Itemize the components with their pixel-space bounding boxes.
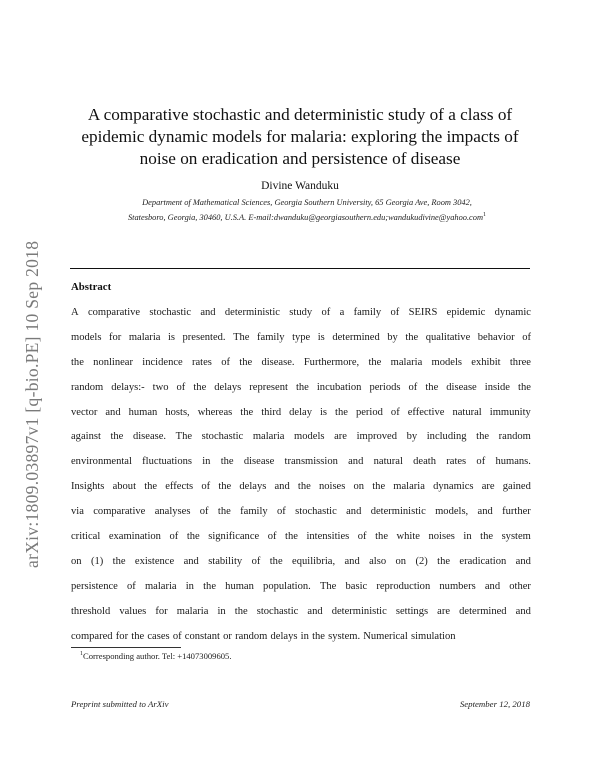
abstract-word: the (518, 381, 531, 393)
abstract-word: disease (243, 456, 275, 468)
abstract-word: rates (191, 356, 212, 368)
abstract-word: also (369, 555, 387, 567)
abstract-word: SEIRS (408, 307, 438, 318)
abstract-line (71, 430, 531, 455)
affiliation-line (74, 209, 540, 224)
abstract-word: (2) (415, 555, 428, 567)
abstract-word: intensities (306, 531, 350, 543)
abstract-word: of (221, 356, 230, 368)
abstract-word: and (348, 456, 364, 468)
abstract-word: natural (452, 406, 482, 418)
abstract-word: and (183, 555, 199, 567)
abstract-word: noises (428, 531, 455, 543)
abstract-line (71, 455, 531, 480)
abstract-word: three (509, 356, 531, 368)
abstract-word: and (274, 481, 290, 493)
abstract-word: and (477, 506, 493, 518)
abstract-word: the (112, 555, 126, 567)
abstract-word: existence (134, 555, 175, 567)
abstract-word: a (339, 307, 345, 318)
abstract-word: human (128, 406, 158, 418)
abstract-word: models (294, 431, 325, 443)
abstract-word: the (193, 381, 207, 393)
abstract-word: of (199, 506, 209, 518)
abstract-word: delay (289, 406, 312, 418)
abstract-word: the (425, 381, 439, 393)
abstract-word: threshold (71, 605, 111, 617)
abstract-word: malaria (144, 580, 177, 592)
abstract-word: the (203, 580, 217, 592)
arxiv-identifier-stamp: arXiv:1809.03897v1 [q-bio.PE] 10 Sep 2018 (22, 240, 42, 568)
abstract-word: gained (502, 481, 531, 493)
abstract-word: the (480, 531, 494, 543)
abstract-word: inside (484, 381, 510, 393)
abstract-word: stochastic (201, 431, 244, 443)
abstract-word: by (406, 431, 418, 443)
abstract-line (71, 406, 531, 431)
abstract-word: examination (108, 531, 161, 543)
abstract-word: human (225, 580, 254, 592)
title-line: noise on eradication and persistence of disease (139, 149, 461, 168)
abstract-word: of (172, 630, 182, 642)
abstract-word: via (71, 506, 84, 518)
abstract-word: in (217, 605, 226, 617)
abstract-word: humans. (495, 456, 531, 468)
abstract-word: of (169, 531, 179, 543)
abstract-word: stochastic (149, 307, 191, 318)
abstract-word: determined (332, 331, 380, 343)
abstract-word: period (355, 406, 383, 418)
abstract-word: on (353, 481, 365, 493)
abstract-word: disease. (132, 431, 167, 443)
abstract-word: delays (214, 381, 242, 393)
abstract-word: stability (208, 555, 243, 567)
abstract-word: the (220, 456, 234, 468)
abstract-word: malaria (176, 605, 209, 617)
abstract-word: of (357, 531, 367, 543)
abstract-word: determined (459, 605, 507, 617)
abstract-word: of (267, 531, 277, 543)
abstract-word: including (426, 431, 467, 443)
abstract-word: against (71, 431, 101, 443)
abstract-word: and (307, 605, 323, 617)
abstract-word: reproduction (376, 580, 431, 592)
abstract-word: settings (395, 605, 429, 617)
abstract-word: population. (263, 580, 311, 592)
abstract-word: qualitative (425, 331, 471, 343)
abstract-word: the (437, 555, 451, 567)
footer-preprint-note: Preprint submitted to ArXiv (71, 699, 169, 709)
abstract-word: the (297, 481, 311, 493)
footnote-text: Corresponding author. Tel: +14073009605. (83, 651, 232, 661)
abstract-word: incubation (316, 381, 362, 393)
abstract-word: significance (208, 531, 260, 543)
abstract-word: The (319, 580, 337, 592)
abstract-word: and (200, 307, 216, 318)
abstract-word: delays:- (111, 381, 145, 393)
abstract-word: dynamic (494, 307, 531, 318)
abstract-line (71, 381, 531, 406)
abstract-word: presented. (182, 331, 226, 343)
abstract-word: type (292, 331, 311, 343)
abstract-word: family (353, 307, 382, 318)
abstract-word: the (375, 531, 388, 543)
abstract-word: dynamics (433, 481, 474, 493)
abstract-word: of (127, 580, 136, 592)
abstract-word: are (437, 605, 451, 617)
footer-date: September 12, 2018 (459, 699, 530, 709)
abstract-word: eradication (459, 555, 507, 567)
abstract-word: the (186, 531, 200, 543)
abstract-line (71, 530, 531, 555)
abstract-word: the (312, 630, 325, 642)
abstract-word: random (235, 630, 268, 642)
footnote (80, 651, 232, 661)
abstract-word: of (321, 307, 331, 318)
abstract-word: on (71, 555, 82, 567)
abstract-word: the (217, 506, 231, 518)
abstract-word: the (110, 431, 124, 443)
abstract-word: Furthermore, (303, 356, 360, 368)
abstract-word: by (387, 331, 398, 343)
abstract-word: the (240, 406, 254, 418)
abstract-word: of (201, 481, 211, 493)
abstract-word: delays (270, 630, 298, 642)
abstract-word: persistence (71, 580, 118, 592)
abstract-word: white (396, 531, 420, 543)
abstract-word: and (484, 580, 501, 592)
abstract-word: improved (356, 431, 397, 443)
abstract-word: other (509, 580, 531, 592)
abstract-word: comparative (93, 506, 146, 518)
abstract-word: the (295, 381, 309, 393)
abstract-word: the (71, 356, 84, 368)
abstract-word: hosts, (165, 406, 190, 418)
abstract-word: basic (345, 580, 368, 592)
title-line: A comparative stochastic and deterministic study of a class of (87, 105, 513, 124)
abstract-word: fluctuations (142, 456, 192, 468)
abstract-word: delays (239, 481, 267, 493)
abstract-word: is (167, 331, 175, 343)
abstract-word: natural (373, 456, 403, 468)
abstract-word: of (476, 456, 486, 468)
abstract-word: and (344, 555, 360, 567)
abstract-word: models (71, 331, 102, 343)
abstract-word: the (372, 481, 386, 493)
abstract-word: noises (318, 481, 346, 493)
abstract-word: behavior (477, 331, 515, 343)
abstract-word: compared (71, 630, 113, 642)
abstract-word: malaria (128, 331, 161, 343)
abstract-word: and (515, 555, 531, 567)
abstract-word: Insights (71, 481, 105, 493)
abstract-word: of (277, 506, 286, 518)
abstract-word: constant (184, 630, 220, 642)
abstract-word: of (390, 307, 400, 318)
abstract-word: the (368, 356, 382, 368)
abstract-word: stochastic (295, 506, 337, 518)
abstract-word: simulation (410, 630, 456, 642)
abstract-word: the (285, 531, 298, 543)
abstract-word: is (317, 331, 325, 343)
abstract-word: is (319, 406, 328, 418)
abstract-word: environmental (71, 456, 132, 468)
abstract-word: malaria (252, 431, 285, 443)
abstract-word: models, (435, 506, 469, 518)
abstract-word: further (502, 506, 531, 518)
abstract-word: for (115, 630, 129, 642)
abstract-word: two (152, 381, 169, 393)
abstract-word: Numerical (363, 630, 408, 642)
abstract-word: of (251, 555, 261, 567)
author-affiliation (74, 196, 540, 224)
affiliation-line-text: Statesboro, Georgia, 30460, U.S.A. E-mail:dwanduku@georgiasouthern.edu;wandukudivine@yahoo.com (127, 212, 483, 222)
abstract-word: transmission (284, 456, 338, 468)
abstract-line (71, 505, 531, 530)
abstract-word: for (155, 605, 168, 617)
abstract-word: deterministic (331, 605, 387, 617)
abstract-word: for (108, 331, 122, 343)
abstract-word: exhibit (471, 356, 501, 368)
abstract-word: deterministic (370, 506, 426, 518)
abstract-word: numbers (439, 580, 476, 592)
abstract-word: in (300, 630, 309, 642)
abstract-word: disease (446, 381, 477, 393)
abstract-word: effects (165, 481, 194, 493)
abstract-word: on (395, 555, 407, 567)
abstract-word: of (390, 406, 400, 418)
abstract-word: the (234, 605, 248, 617)
abstract-word: family (257, 331, 285, 343)
footnote-mark: 1 (80, 651, 83, 658)
abstract-word: stochastic (256, 605, 299, 617)
abstract-word: rates (446, 456, 467, 468)
abstract-word: in (185, 580, 194, 592)
affiliation-line: Department of Mathematical Sciences, Georgia Southern University, 65 Georgia Ave, Room 3042, (142, 198, 472, 207)
abstract-word: disease. (261, 356, 295, 368)
abstract-word: effective (407, 406, 445, 418)
abstract-word: and (515, 605, 531, 617)
abstract-word: are (481, 481, 495, 493)
footnote-rule (71, 647, 181, 648)
abstract-word: random (71, 381, 104, 393)
abstract-word: family (240, 506, 268, 518)
abstract-word: epidemic (446, 307, 486, 318)
abstract-word: malaria (390, 356, 423, 368)
abstract-word: represent (249, 381, 288, 393)
abstract-word: nonlinear (93, 356, 134, 368)
affiliation-footnote-mark: 1 (483, 212, 486, 218)
abstract-line (71, 306, 531, 331)
title-line: epidemic dynamic models for malaria: exploring the impacts of (81, 127, 519, 146)
abstract-line (71, 580, 531, 605)
abstract-word: the (218, 481, 232, 493)
abstract-word: death (413, 456, 436, 468)
abstract-word: and (346, 506, 362, 518)
abstract-line (71, 356, 531, 381)
abstract-word: A (71, 307, 79, 318)
abstract-word: the (239, 356, 253, 368)
abstract-word: cases (147, 630, 170, 642)
abstract-line (71, 605, 531, 630)
abstract-line (71, 331, 531, 356)
abstract-word: the (131, 630, 145, 642)
abstract-word: critical (71, 531, 101, 543)
abstract-word: immunity (489, 406, 531, 418)
abstract-line (71, 480, 531, 505)
abstract-word: the (144, 481, 158, 493)
abstract-word: values (119, 605, 147, 617)
abstract-word: comparative (87, 307, 141, 318)
abstract-word: of (176, 381, 186, 393)
abstract-word: of (408, 381, 418, 393)
abstract-word: the (476, 431, 490, 443)
abstract-word: malaria (393, 481, 425, 493)
abstract-top-rule (70, 268, 530, 269)
abstract-word: whereas (197, 406, 233, 418)
abstract-word: equilibria, (292, 555, 336, 567)
abstract-word: in (463, 531, 472, 543)
abstract-word: the (269, 555, 283, 567)
abstract-word: periods (369, 381, 401, 393)
abstract-word: of (522, 331, 531, 343)
abstract-word: incidence (142, 356, 183, 368)
abstract-word: or (223, 630, 232, 642)
abstract-heading: Abstract (71, 281, 112, 293)
abstract-word: vector (71, 406, 98, 418)
abstract-word: the (335, 406, 348, 418)
abstract-word: system. (328, 630, 361, 642)
abstract-body (71, 306, 531, 654)
abstract-word: analyses (154, 506, 191, 518)
abstract-word: study (289, 307, 313, 318)
abstract-word: and (105, 406, 121, 418)
abstract-word: are (334, 431, 347, 443)
abstract-line (71, 555, 531, 580)
abstract-word: The (175, 431, 193, 443)
paper-title (60, 104, 540, 170)
abstract-word: deterministic (224, 307, 280, 318)
abstract-word: The (233, 331, 250, 343)
abstract-word: third (261, 406, 282, 418)
abstract-word: about (112, 481, 137, 493)
abstract-word: models (431, 356, 462, 368)
abstract-word: system (501, 531, 531, 543)
abstract-word: the (405, 331, 419, 343)
abstract-word: (1) (90, 555, 104, 567)
author-name: Divine Wanduku (261, 180, 339, 192)
abstract-word: random (498, 431, 531, 443)
abstract-word: in (202, 456, 211, 468)
